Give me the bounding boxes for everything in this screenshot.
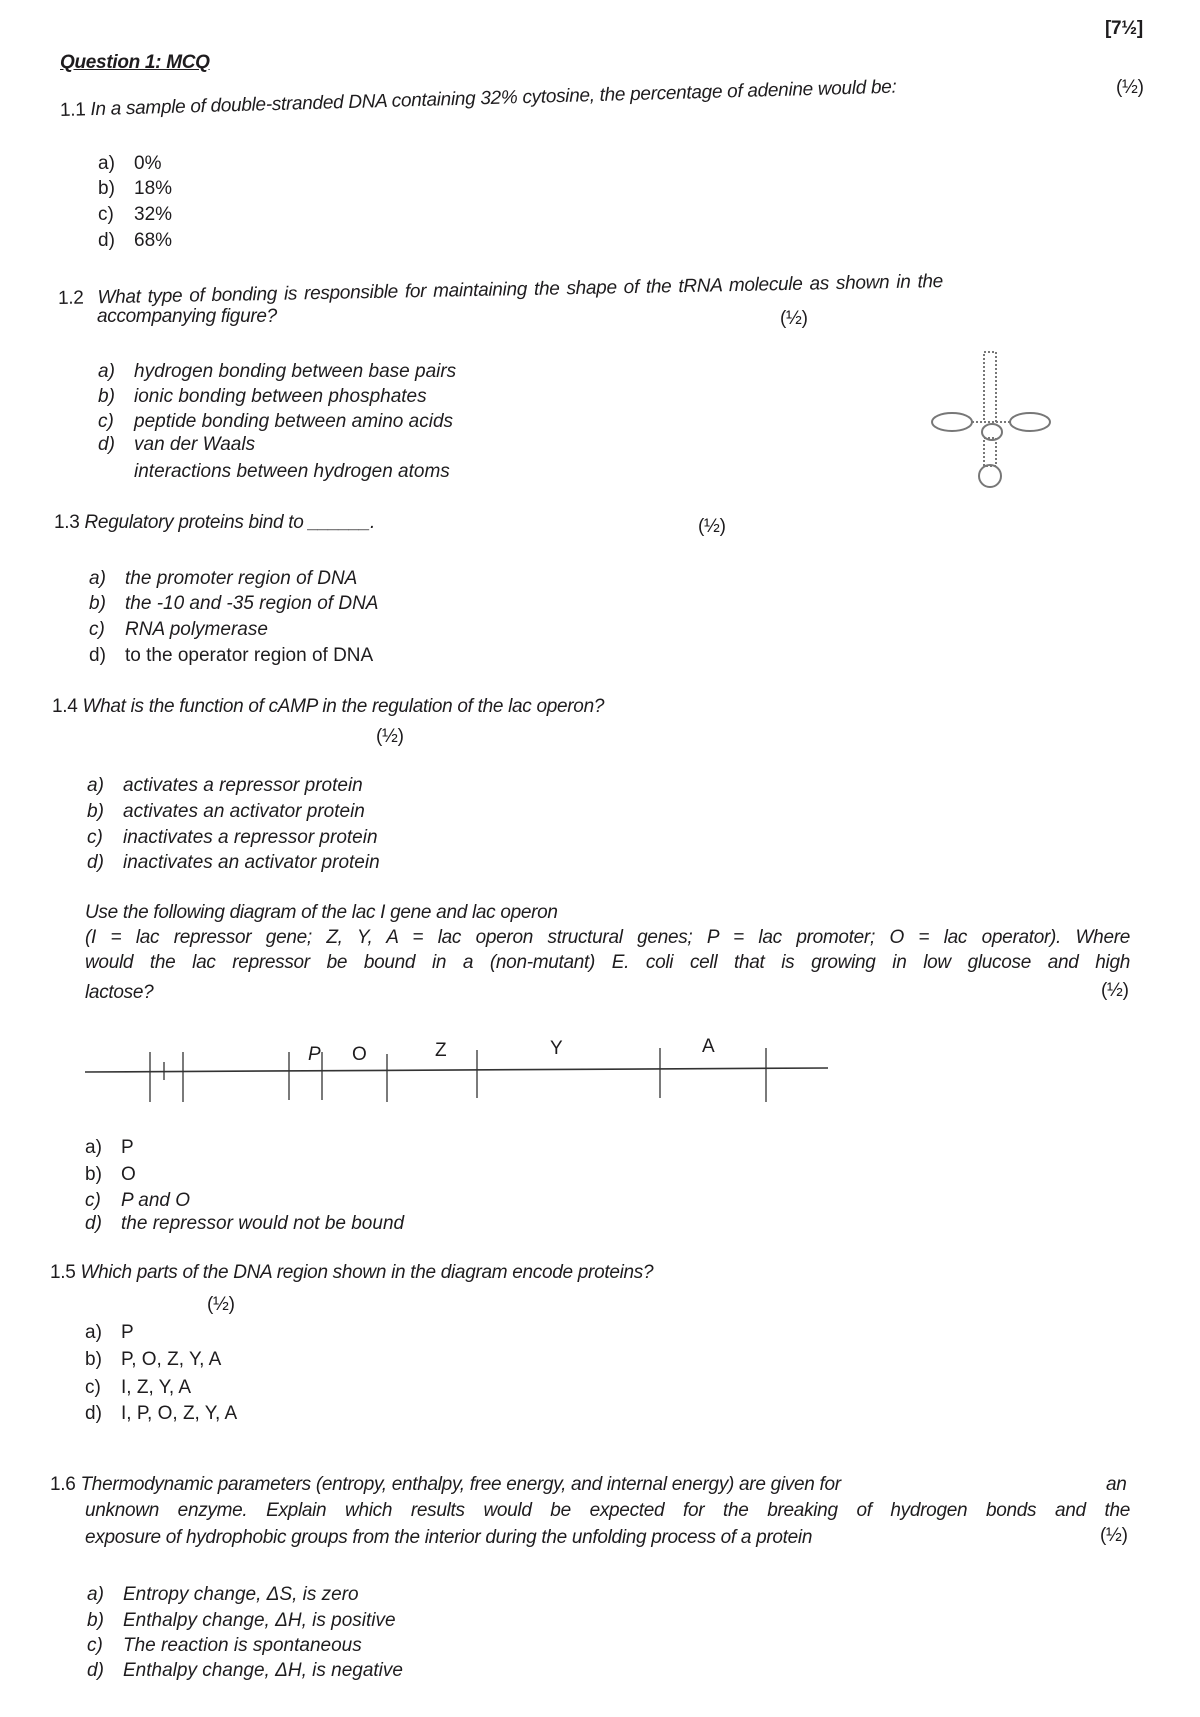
question-stem-end: an: [1106, 1474, 1127, 1495]
question-text: [54, 512, 375, 534]
option-letter: c): [85, 1377, 101, 1398]
lac-operon-diagram: [80, 1040, 840, 1110]
option-text: Enthalpy change, ΔH, is negative: [123, 1660, 403, 1681]
lac-question-cont: lactose?: [85, 982, 154, 1003]
option-letter: a): [87, 775, 104, 796]
option-letter: a): [89, 568, 106, 589]
option-text: the -10 and -35 region of DNA: [125, 593, 379, 614]
option-b[interactable]: [87, 1610, 396, 1632]
option-c[interactable]: [85, 1190, 190, 1212]
option-letter: b): [98, 178, 115, 199]
option-letter: d): [87, 852, 104, 873]
lac-intro: Use the following diagram of the lac I gene and lac operon: [85, 902, 558, 923]
total-marks: [7½]: [1105, 18, 1143, 39]
question-stem: What type of bonding is responsible for maintaining the shape of the tRNA molecule as shown in the: [97, 271, 944, 309]
option-b[interactable]: [85, 1349, 221, 1371]
question-text: [50, 1474, 841, 1496]
lac-question: would the lac repressor be bound in a (non-mutant) E. coli cell that is growing in low glucose and high: [85, 952, 1130, 973]
question-stem-cont: accompanying figure?: [97, 306, 277, 327]
question-number: 1.4: [52, 696, 78, 717]
option-text: I, P, O, Z, Y, A: [121, 1403, 238, 1424]
option-letter: c): [87, 827, 103, 848]
option-text: peptide bonding between amino acids: [134, 411, 454, 432]
option-text: the repressor would not be bound: [121, 1213, 405, 1234]
option-text: Entropy change, ΔS, is zero: [123, 1584, 359, 1605]
marks: (½): [698, 516, 726, 537]
option-text: ionic bonding between phosphates: [134, 386, 427, 407]
option-d[interactable]: [98, 434, 255, 456]
dna-line: [85, 1068, 828, 1072]
option-text: P: [121, 1137, 134, 1158]
option-a[interactable]: [85, 1137, 134, 1159]
option-text: van der Waals: [134, 434, 256, 455]
option-a[interactable]: [98, 361, 456, 383]
option-text: P, O, Z, Y, A: [121, 1349, 222, 1370]
trna-figure: [928, 348, 1056, 494]
option-c[interactable]: [87, 1635, 362, 1657]
option-text: O: [121, 1164, 136, 1185]
option-a[interactable]: [85, 1322, 134, 1344]
option-d[interactable]: [98, 230, 172, 252]
option-c[interactable]: [85, 1377, 191, 1399]
question-text: [50, 1262, 653, 1284]
option-b[interactable]: [89, 593, 379, 615]
option-letter: a): [85, 1322, 102, 1343]
option-c[interactable]: [87, 827, 378, 849]
option-text: 68%: [134, 230, 173, 251]
question-stem: What is the function of cAMP in the regulation of the lac operon?: [82, 696, 605, 717]
option-d[interactable]: [85, 1403, 237, 1425]
option-text: P and O: [121, 1190, 191, 1211]
option-letter: d): [98, 230, 115, 251]
option-letter: b): [85, 1349, 102, 1370]
option-text: 0%: [134, 153, 162, 174]
option-b[interactable]: [98, 386, 427, 408]
label-a: A: [702, 1036, 715, 1057]
lac-legend: (I = lac repressor gene; Z, Y, A = lac operon structural genes; P = lac promoter; O = lac operator). Where: [85, 927, 1130, 948]
question-text: [60, 77, 897, 122]
option-text: P: [121, 1322, 134, 1343]
option-letter: c): [98, 411, 114, 432]
option-text: hydrogen bonding between base pairs: [134, 361, 457, 382]
option-text: activates a repressor protein: [123, 775, 363, 796]
option-letter: b): [98, 386, 115, 407]
option-text: I, Z, Y, A: [121, 1377, 192, 1398]
option-d[interactable]: [87, 1660, 403, 1682]
question-stem: Regulatory proteins bind to ______.: [84, 512, 376, 533]
option-letter: b): [85, 1164, 102, 1185]
label-y: Y: [550, 1038, 563, 1059]
marks: (½): [1100, 1525, 1128, 1546]
question-stem: In a sample of double-stranded DNA containing 32% cytosine, the percentage of adenine would be:: [90, 76, 897, 121]
option-letter: d): [89, 645, 106, 666]
question-number: 1.6: [50, 1474, 76, 1495]
option-a[interactable]: [98, 153, 161, 175]
question-number: 1.3: [54, 512, 80, 533]
option-letter: c): [89, 619, 105, 640]
option-letter: d): [87, 1660, 104, 1681]
option-text: Enthalpy change, ΔH, is positive: [123, 1610, 396, 1631]
question-stem: Which parts of the DNA region shown in the diagram encode proteins?: [80, 1262, 654, 1283]
option-d-cont: interactions between hydrogen atoms: [134, 461, 450, 482]
option-letter: d): [85, 1213, 102, 1234]
option-text: inactivates a repressor protein: [123, 827, 378, 848]
marks: (½): [1116, 77, 1144, 98]
label-o: O: [352, 1044, 367, 1065]
option-letter: b): [87, 1610, 104, 1631]
question-number: 1.5: [50, 1262, 76, 1283]
question-stem-cont: unknown enzyme. Explain which results would be expected for the breaking of hydrogen bonds and the: [85, 1500, 1130, 1521]
marks: (½): [376, 726, 404, 747]
option-letter: d): [85, 1403, 102, 1424]
option-d[interactable]: [85, 1213, 404, 1235]
option-text: RNA polymerase: [125, 619, 268, 640]
option-letter: a): [85, 1137, 102, 1158]
option-letter: c): [98, 204, 114, 225]
option-text: the promoter region of DNA: [125, 568, 358, 589]
question-stem-cont2: exposure of hydrophobic groups from the interior during the unfolding process of a protein: [85, 1527, 813, 1548]
option-d[interactable]: [87, 852, 380, 874]
option-b[interactable]: [85, 1164, 136, 1186]
option-letter: d): [98, 434, 115, 455]
option-b[interactable]: [87, 801, 365, 823]
option-text: 18%: [134, 178, 173, 199]
option-c[interactable]: [89, 619, 268, 641]
option-b[interactable]: [98, 178, 172, 200]
marks: (½): [207, 1294, 235, 1315]
marks: (½): [780, 308, 808, 329]
option-d[interactable]: [89, 645, 373, 667]
question-stem: Thermodynamic parameters (entropy, enthalpy, free energy, and internal energy) are given for: [80, 1474, 841, 1495]
option-letter: c): [85, 1190, 101, 1211]
option-letter: c): [87, 1635, 103, 1656]
label-z: Z: [435, 1040, 447, 1061]
option-text: activates an activator protein: [123, 801, 365, 822]
option-letter: b): [87, 801, 104, 822]
option-letter: a): [98, 361, 115, 382]
option-text: The reaction is spontaneous: [123, 1635, 362, 1656]
option-letter: a): [87, 1584, 104, 1605]
option-letter: a): [98, 153, 115, 174]
question-text: [58, 271, 943, 310]
option-letter: b): [89, 593, 106, 614]
question-number: 1.2: [57, 287, 84, 309]
option-text: to the operator region of DNA: [125, 645, 374, 666]
label-p: P: [308, 1044, 321, 1065]
marks: (½): [1101, 980, 1129, 1001]
option-c[interactable]: [98, 411, 453, 433]
question-number: 1.1: [59, 99, 86, 121]
option-a[interactable]: [89, 568, 357, 590]
question-text: [52, 696, 604, 718]
option-text: 32%: [134, 204, 173, 225]
option-c[interactable]: [98, 204, 172, 226]
section-heading: Question 1: MCQ: [60, 52, 210, 73]
option-a[interactable]: [87, 1584, 359, 1606]
option-text: inactivates an activator protein: [123, 852, 380, 873]
option-a[interactable]: [87, 775, 363, 797]
